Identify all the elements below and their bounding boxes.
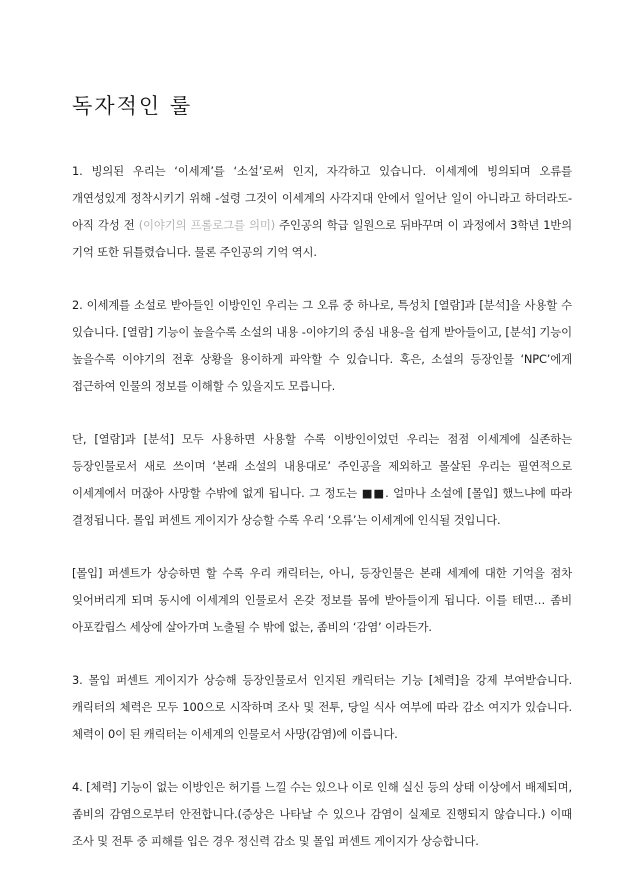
- rule-paragraph-2-caveat: 단, [열람]과 [분석] 모두 사용하면 사용할 수록 이방인이었던 우리는 점점 이세계에 실존하는 등장인물로서 새로 쓰이며 ‘본래 소설의 내용대로’ 주인공을 제외하고 몰살된 우리는 필연적으로 이세계에서 머잖아 사망할 수밖에 없게 됩니다. 그 정도는 ■■. 얼마나 소설에 [몰입] 했느냐에 따라 결정됩니다. 몰입 퍼센트 게이지가 상승할 수록 우리 ‘오류’는 이세계에 인식될 것입니다.: [72, 432, 572, 527]
- rule-paragraph-immersion: [몰입] 퍼센트가 상승하면 할 수록 우리 캐릭터는, 아니, 등장인물은 본래 세계에 대한 기억을 점차 잊어버리게 되며 동시에 이세계의 인물로서 온갖 정보를 몸에 받아들이게 됩니다. 이를 테면… 좀비 아포칼립스 세상에 살아가며 노출될 수 밖에 없는, 좀비의 ‘감염’ 이라든가.: [72, 566, 572, 634]
- rule-paragraph-1: [72, 158, 572, 266]
- rule-1-text-end: 주인공의 학급 일원으로 뒤바꾸며 이 과정에서 3학년 1반의 기억 또한 뒤틀렸습니다. 물론 주인공의 기억 역시.: [72, 218, 573, 259]
- page-title: 독자적인 룰: [72, 94, 193, 118]
- rule-paragraph-4: 4. [체력] 기능이 없는 이방인은 허기를 느낄 수는 있으나 이로 인해 실신 등의 상태 이상에서 배제되며, 좀비의 감염으로부터 안전합니다.(증상은 나타날 수 있으나 감염이 실제로 진행되지 않습니다.) 이때 조사 및 전투 중 피해를 입은 경우 정신력 감소 및 몰입 퍼센트 게이지가 상승합니다.: [72, 780, 572, 848]
- rule-paragraph-2: 2. 이세계를 소설로 받아들인 이방인인 우리는 그 오류 중 하나로, 특성치 [열람]과 [분석]을 사용할 수 있습니다. [열람] 기능이 높을수록 소설의 내용 -이야기의 중심 내용-을 쉽게 받아들이고, [분석] 기능이 높을수록 이야기의 전후 상황을 용이하게 파악할 수 있습니다. 혹은, 소설의 등장인물 ‘NPC’에게 접근하여 인물의 정보를 이해할 수 있을지도 모릅니다.: [72, 298, 572, 393]
- rule-1-text: 1. 빙의된 우리는 ‘이세계’를 ‘소설’로써 인지, 자각하고 있습니다. 이세계에 빙의되며 오류를 개연성있게 정착시키기 위해 -설령 그것이 이세계의 사각지대 안에서 일어난 일이 아니라고 하더라도- 아직 각성 전: [72, 164, 572, 232]
- rule-paragraph-3: 3. 몰입 퍼센트 게이지가 상승해 등장인물로서 인지된 캐릭터는 기능 [체력]을 강제 부여받습니다. 캐릭터의 체력은 모두 100으로 시작하며 조사 및 전투, 당일 식사 여부에 따라 감소 여지가 있습니다. 체력이 0이 된 캐릭터는 이세계의 인물로서 사망(감염)에 이릅니다.: [72, 673, 572, 741]
- prologue-note: (이야기의 프롤로그를 의미): [138, 218, 275, 232]
